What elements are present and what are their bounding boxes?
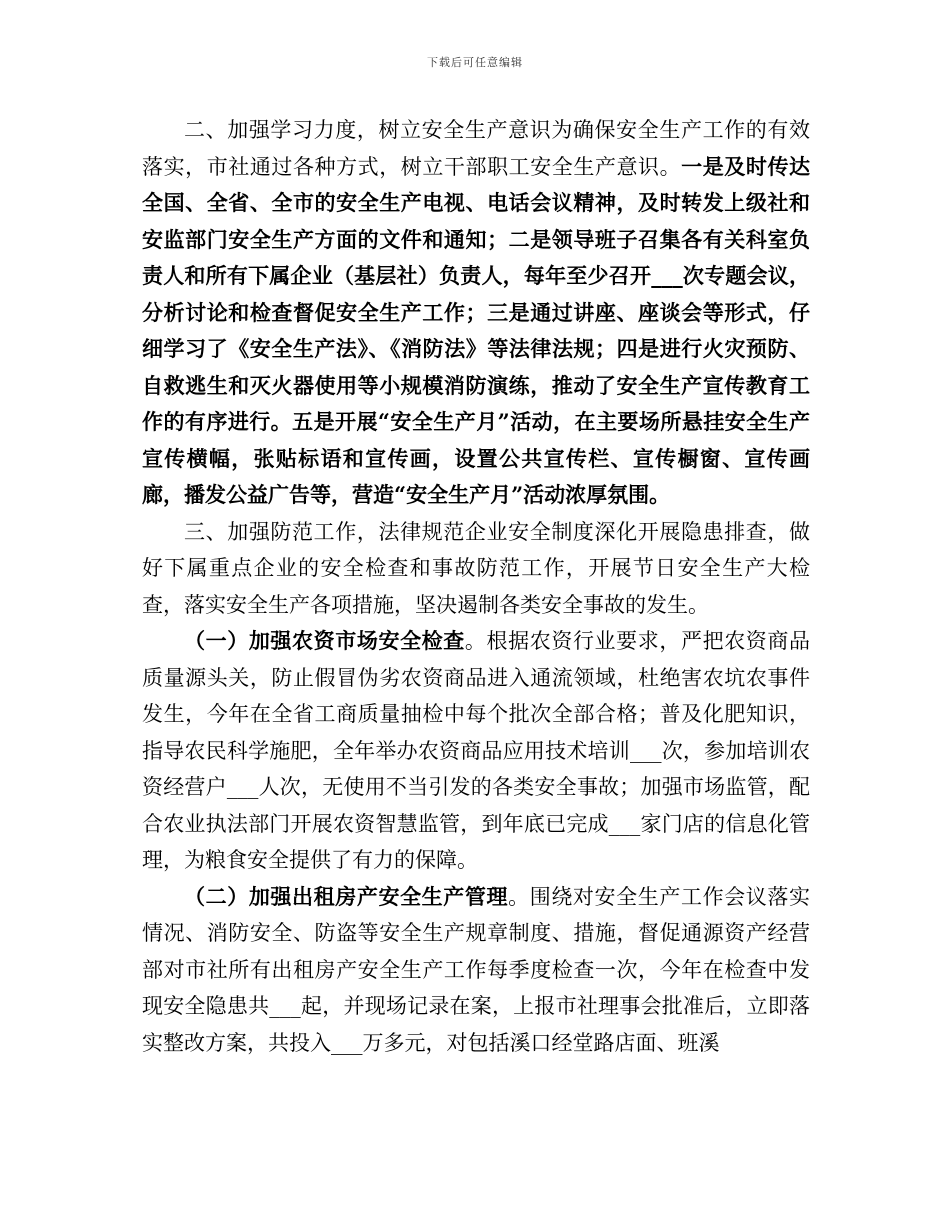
paragraph-safety-awareness [142,112,810,514]
header-note: 下载后可任意编辑 [427,56,523,69]
paragraph-3-text: 。根据农资行业要求，严把农资商品质量源头关，防止假冒伪劣农资商品进入通流领域，杜绝害农坑农事件发生，今年在全省工商质量抽检中每个批次全部合格；普及化肥知识，指导农民科学施肥，全年举办农资商品应用技术培训___次，参加培训农资经营户___人次，无使用不当引发的各类安全事故；加强市场监管，配合农业执法部门开展农资智慧监管，到年底已完成___家门店的信息化管理，为粮食安全提供了有力的保障。 [142,629,811,872]
document-body [142,112,810,1061]
paragraph-4-text: 。围绕对安全生产工作会议落实情况、消防安全、防盗等安全生产规章制度、措施，督促通源资产经营部对市社所有出租房产安全生产工作每季度检查一次，今年在检查中发现安全隐患共___起，并现场记录在案，上报市社理事会批准后，立即落实整改方案，共投入___万多元，对包括溪口经堂路店面、班溪 [142,884,811,1055]
paragraph-2-text: 三、加强防范工作，法律规范企业安全制度深化开展隐患排查，做好下属重点企业的安全检查和事故防范工作，开展节日安全生产大检查，落实安全生产各项措施，坚决遏制各类安全事故的发生。 [142,519,810,617]
paragraph-farm-supply-inspection [142,623,810,879]
paragraph-rental-property-management [142,879,810,1062]
paragraph-1-text: 二、加强学习力度，树立安全生产意识为确保安全生产工作的有效落实，市社通过各种方式，树立干部职工安全生产意识。 [142,118,810,179]
paragraph-3-heading: （一）加强农资市场安全检查 [184,628,465,653]
paragraph-1-bold-text: 一是及时传达全国、全省、全市的安全生产电视、电话会议精神，及时转发上级社和安监部门安全生产方面的文件和通知；二是领导班子召集各有关科室负责人和所有下属企业（基层社）负责人，每年至少召开___次专题会议，分析讨论和检查督促安全生产工作；三是通过讲座、座谈会等形式，仔细学习了《安全生产法》、《消防法》等法律法规；四是进行火灾预防、自救逃生和灭火器使用等小规模消防演练，推动了安全生产宣传教育工作的有序进行。五是开展“安全生产月”活动，在主要场所悬挂安全生产宣传横幅，张贴标语和宣传画，设置公共宣传栏、宣传橱窗、宣传画廊，播发公益广告等，营造“安全生产月”活动浓厚氛围。 [142,153,811,507]
paragraph-prevention-work [142,514,810,624]
paragraph-4-heading: （二）加强出租房产安全生产管理 [184,883,509,909]
